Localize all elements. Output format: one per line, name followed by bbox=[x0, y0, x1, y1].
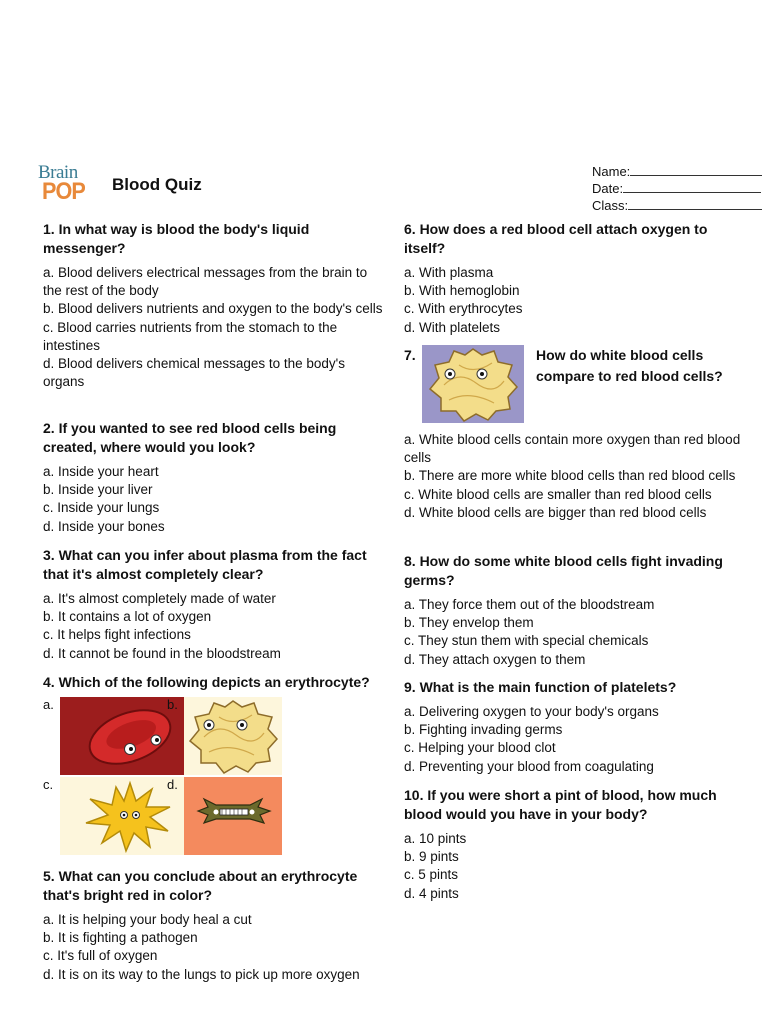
answer-c[interactable]: c. Helping your blood clot bbox=[404, 740, 556, 756]
answer-d[interactable]: d. With platelets bbox=[404, 319, 501, 335]
option-b-label: b. bbox=[167, 697, 178, 712]
answer-a[interactable]: a. It's almost completely made of water bbox=[43, 591, 276, 606]
name-field[interactable] bbox=[592, 164, 762, 179]
answer-c[interactable]: c. It's full of oxygen bbox=[43, 948, 158, 964]
question-number: 7. bbox=[404, 347, 416, 363]
option-a-label: a. bbox=[43, 697, 54, 712]
question-text: 1. In what way is blood the body's liquid messenger? bbox=[43, 221, 310, 256]
white-blood-cell-icon bbox=[422, 345, 524, 423]
question-2 bbox=[43, 419, 388, 536]
answer-a[interactable]: a. They force them out of the bloodstream bbox=[404, 597, 655, 612]
answer-c[interactable]: c. It helps fight infections bbox=[43, 627, 191, 643]
date-field[interactable] bbox=[592, 181, 761, 196]
answer-b[interactable]: b. Inside your liver bbox=[43, 482, 153, 498]
answer-d[interactable]: d. They attach oxygen to them bbox=[404, 651, 586, 667]
answer-d[interactable]: d. Inside your bones bbox=[43, 518, 165, 534]
question-text: 2. If you wanted to see red blood cells being created, where would you look? bbox=[43, 420, 337, 455]
option-c-label: c. bbox=[43, 777, 54, 792]
question-text: 6. How does a red blood cell attach oxygen to itself? bbox=[404, 221, 708, 256]
answer-c[interactable]: c. They stun them with special chemicals bbox=[404, 633, 649, 649]
logo-brain-text: Brain bbox=[38, 162, 78, 183]
option-b-image[interactable] bbox=[184, 697, 282, 775]
question-text: 9. What is the main function of platelets? bbox=[404, 679, 677, 695]
answer-c[interactable]: c. With erythrocytes bbox=[404, 301, 523, 317]
logo-pop-text: POP bbox=[42, 178, 85, 205]
question-text: How do white blood cells compare to red blood cells? bbox=[536, 347, 723, 384]
answer-b[interactable]: b. It is fighting a pathogen bbox=[43, 930, 198, 946]
answer-a[interactable]: a. With plasma bbox=[404, 265, 494, 280]
question-3 bbox=[43, 546, 388, 663]
germ-icon bbox=[184, 777, 282, 855]
question-text: 10. If you were short a pint of blood, how much blood would you have in your body? bbox=[404, 787, 717, 822]
white-blood-cell-icon bbox=[184, 697, 282, 775]
answer-b[interactable]: b. There are more white blood cells than red blood cells bbox=[404, 468, 736, 484]
answer-a[interactable]: a. Blood delivers electrical messages from the brain to the rest of the body bbox=[43, 265, 368, 299]
answer-a[interactable]: a. Delivering oxygen to your body's organs bbox=[404, 704, 659, 719]
answer-a[interactable]: a. It is helping your body heal a cut bbox=[43, 912, 252, 927]
question-9 bbox=[404, 678, 744, 776]
answer-c[interactable]: c. Blood carries nutrients from the stomach to the intestines bbox=[43, 319, 338, 353]
brainpop-logo bbox=[38, 162, 90, 210]
name-label: Name: bbox=[592, 164, 631, 179]
question-7-image bbox=[422, 345, 524, 423]
answer-d[interactable]: d. White blood cells are bigger than red blood cells bbox=[404, 504, 707, 520]
answer-a[interactable]: a. Inside your heart bbox=[43, 464, 159, 479]
answer-b[interactable]: b. They envelop them bbox=[404, 615, 534, 631]
answer-d[interactable]: d. 4 pints bbox=[404, 885, 459, 901]
answer-b[interactable]: b. Fighting invading germs bbox=[404, 722, 563, 738]
question-8 bbox=[404, 552, 744, 669]
red-blood-cell-icon bbox=[60, 697, 202, 775]
answer-d[interactable]: d. Preventing your blood from coagulating bbox=[404, 758, 654, 774]
class-line bbox=[628, 198, 762, 210]
option-d-label: d. bbox=[167, 777, 178, 792]
question-4 bbox=[43, 673, 388, 698]
page-title: Blood Quiz bbox=[112, 175, 202, 194]
answer-b[interactable]: b. 9 pints bbox=[404, 849, 459, 865]
answer-b[interactable]: b. Blood delivers nutrients and oxygen to the body's cells bbox=[43, 301, 383, 317]
answer-c[interactable]: c. Inside your lungs bbox=[43, 500, 160, 516]
class-field[interactable] bbox=[592, 198, 762, 213]
answer-a[interactable]: a. White blood cells contain more oxygen than red blood cells bbox=[404, 432, 741, 466]
answer-c[interactable]: c. White blood cells are smaller than red blood cells bbox=[404, 486, 712, 502]
answer-b[interactable]: b. It contains a lot of oxygen bbox=[43, 609, 212, 625]
answer-d[interactable]: d. It cannot be found in the bloodstream bbox=[43, 645, 281, 661]
option-a-image[interactable] bbox=[60, 697, 202, 775]
question-10 bbox=[404, 786, 744, 903]
question-1 bbox=[43, 220, 388, 391]
class-label: Class: bbox=[592, 198, 629, 213]
answer-d[interactable]: d. It is on its way to the lungs to pick up more oxygen bbox=[43, 966, 360, 982]
platelet-icon bbox=[60, 777, 202, 855]
date-label: Date: bbox=[592, 181, 624, 196]
question-text: 5. What can you conclude about an erythrocyte that's bright red in color? bbox=[43, 868, 358, 903]
date-line bbox=[623, 181, 761, 193]
question-text: 4. Which of the following depicts an erythrocyte? bbox=[43, 674, 370, 690]
option-d-image[interactable] bbox=[184, 777, 282, 855]
question-7-answers bbox=[404, 431, 744, 522]
answer-c[interactable]: c. 5 pints bbox=[404, 867, 459, 883]
question-text: 3. What can you infer about plasma from the fact that it's almost completely clear? bbox=[43, 547, 367, 582]
name-line bbox=[630, 164, 762, 176]
question-6 bbox=[404, 220, 744, 337]
question-text: 8. How do some white blood cells fight invading germs? bbox=[404, 553, 723, 588]
question-5 bbox=[43, 867, 388, 984]
option-c-image[interactable] bbox=[60, 777, 202, 855]
answer-a[interactable]: a. 10 pints bbox=[404, 831, 467, 846]
answer-d[interactable]: d. Blood delivers chemical messages to the body's organs bbox=[43, 356, 345, 390]
answer-b[interactable]: b. With hemoglobin bbox=[404, 283, 520, 299]
